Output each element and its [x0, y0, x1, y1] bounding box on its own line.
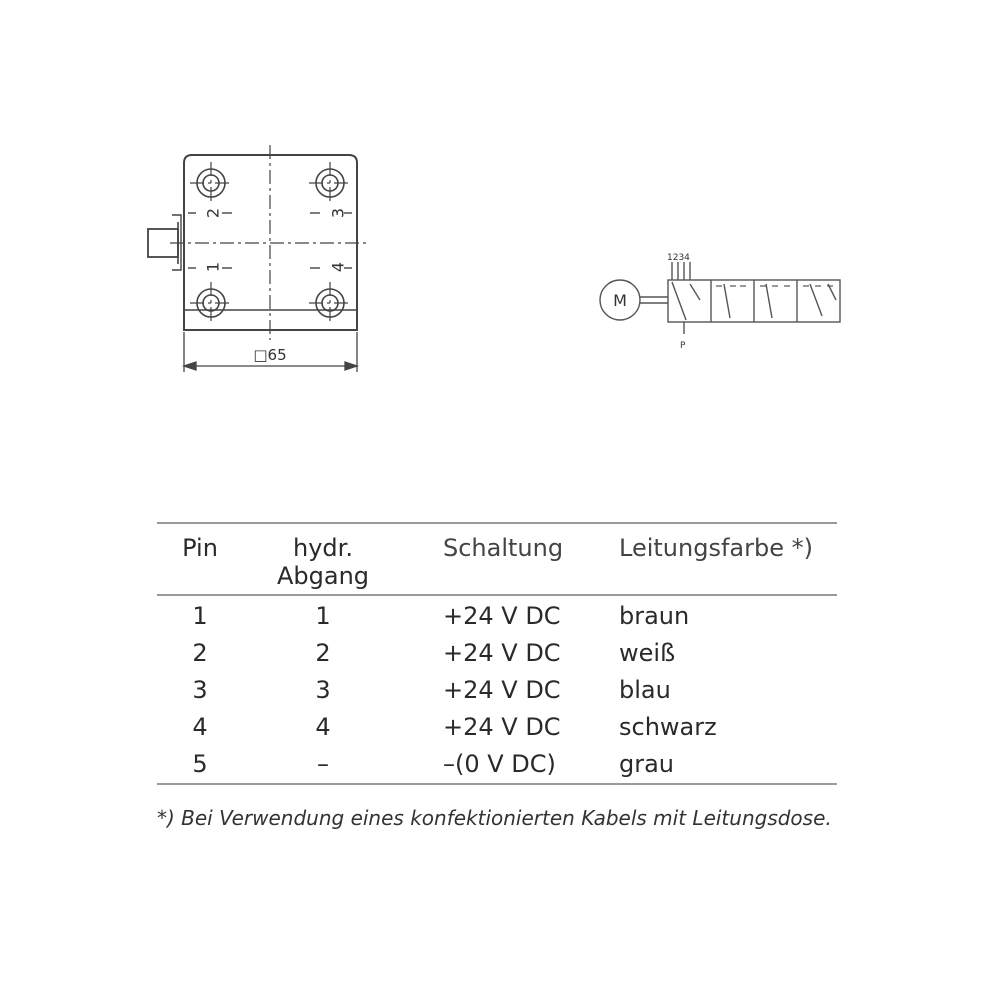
header-abgang-line2: Abgang — [276, 562, 370, 590]
cell-schaltung: +24 V DC — [443, 639, 561, 667]
cell-leitungsfarbe: blau — [619, 676, 671, 704]
cell-leitungsfarbe: grau — [619, 750, 675, 778]
header-abgang-line1: hydr. — [293, 534, 353, 562]
dimension-label: □65 — [253, 346, 287, 364]
pin-label-4: 4 — [328, 261, 348, 273]
cell-schaltung: –(0 V DC) — [443, 750, 556, 778]
cell-abgang: 2 — [315, 639, 331, 667]
cell-abgang: 3 — [315, 676, 331, 704]
cell-schaltung: +24 V DC — [443, 713, 561, 741]
footnote: *) Bei Verwendung eines konfektionierten Kabels mit Leitungsdose. — [157, 806, 832, 830]
cell-pin: 1 — [192, 602, 208, 630]
motor-label: M — [613, 291, 627, 310]
pin-labels — [204, 208, 348, 272]
cell-pin: 3 — [192, 676, 208, 704]
cell-schaltung: +24 V DC — [443, 676, 561, 704]
table-row — [157, 672, 837, 709]
cell-pin: 4 — [192, 713, 208, 741]
hydraulic-symbol — [600, 262, 840, 334]
header-leitungsfarbe: Leitungsfarbe *) — [619, 534, 813, 562]
port-numbers: 1234 — [667, 253, 690, 263]
header-abgang — [243, 523, 403, 595]
table-header-row — [157, 523, 837, 595]
cell-pin: 2 — [192, 639, 208, 667]
pin-label-2: 2 — [203, 207, 223, 219]
pin-label-3: 3 — [328, 207, 348, 219]
pressure-port-label: P — [680, 341, 686, 351]
cell-schaltung: +24 V DC — [443, 602, 561, 630]
pin-assignment-table — [157, 522, 837, 785]
cell-abgang: 1 — [315, 602, 331, 630]
cell-leitungsfarbe: schwarz — [619, 713, 717, 741]
pin-label-1: 1 — [203, 261, 223, 273]
table-row — [157, 709, 837, 746]
table-row — [157, 746, 837, 784]
table-row — [157, 635, 837, 672]
cell-pin: 5 — [192, 750, 208, 778]
housing-front-view — [148, 145, 370, 372]
table-row — [157, 595, 837, 635]
cell-leitungsfarbe: weiß — [619, 639, 676, 667]
header-pin: Pin — [182, 534, 218, 562]
cell-leitungsfarbe: braun — [619, 602, 690, 630]
header-schaltung: Schaltung — [443, 534, 564, 562]
cell-abgang: 4 — [315, 713, 331, 741]
cell-abgang: – — [317, 750, 329, 778]
